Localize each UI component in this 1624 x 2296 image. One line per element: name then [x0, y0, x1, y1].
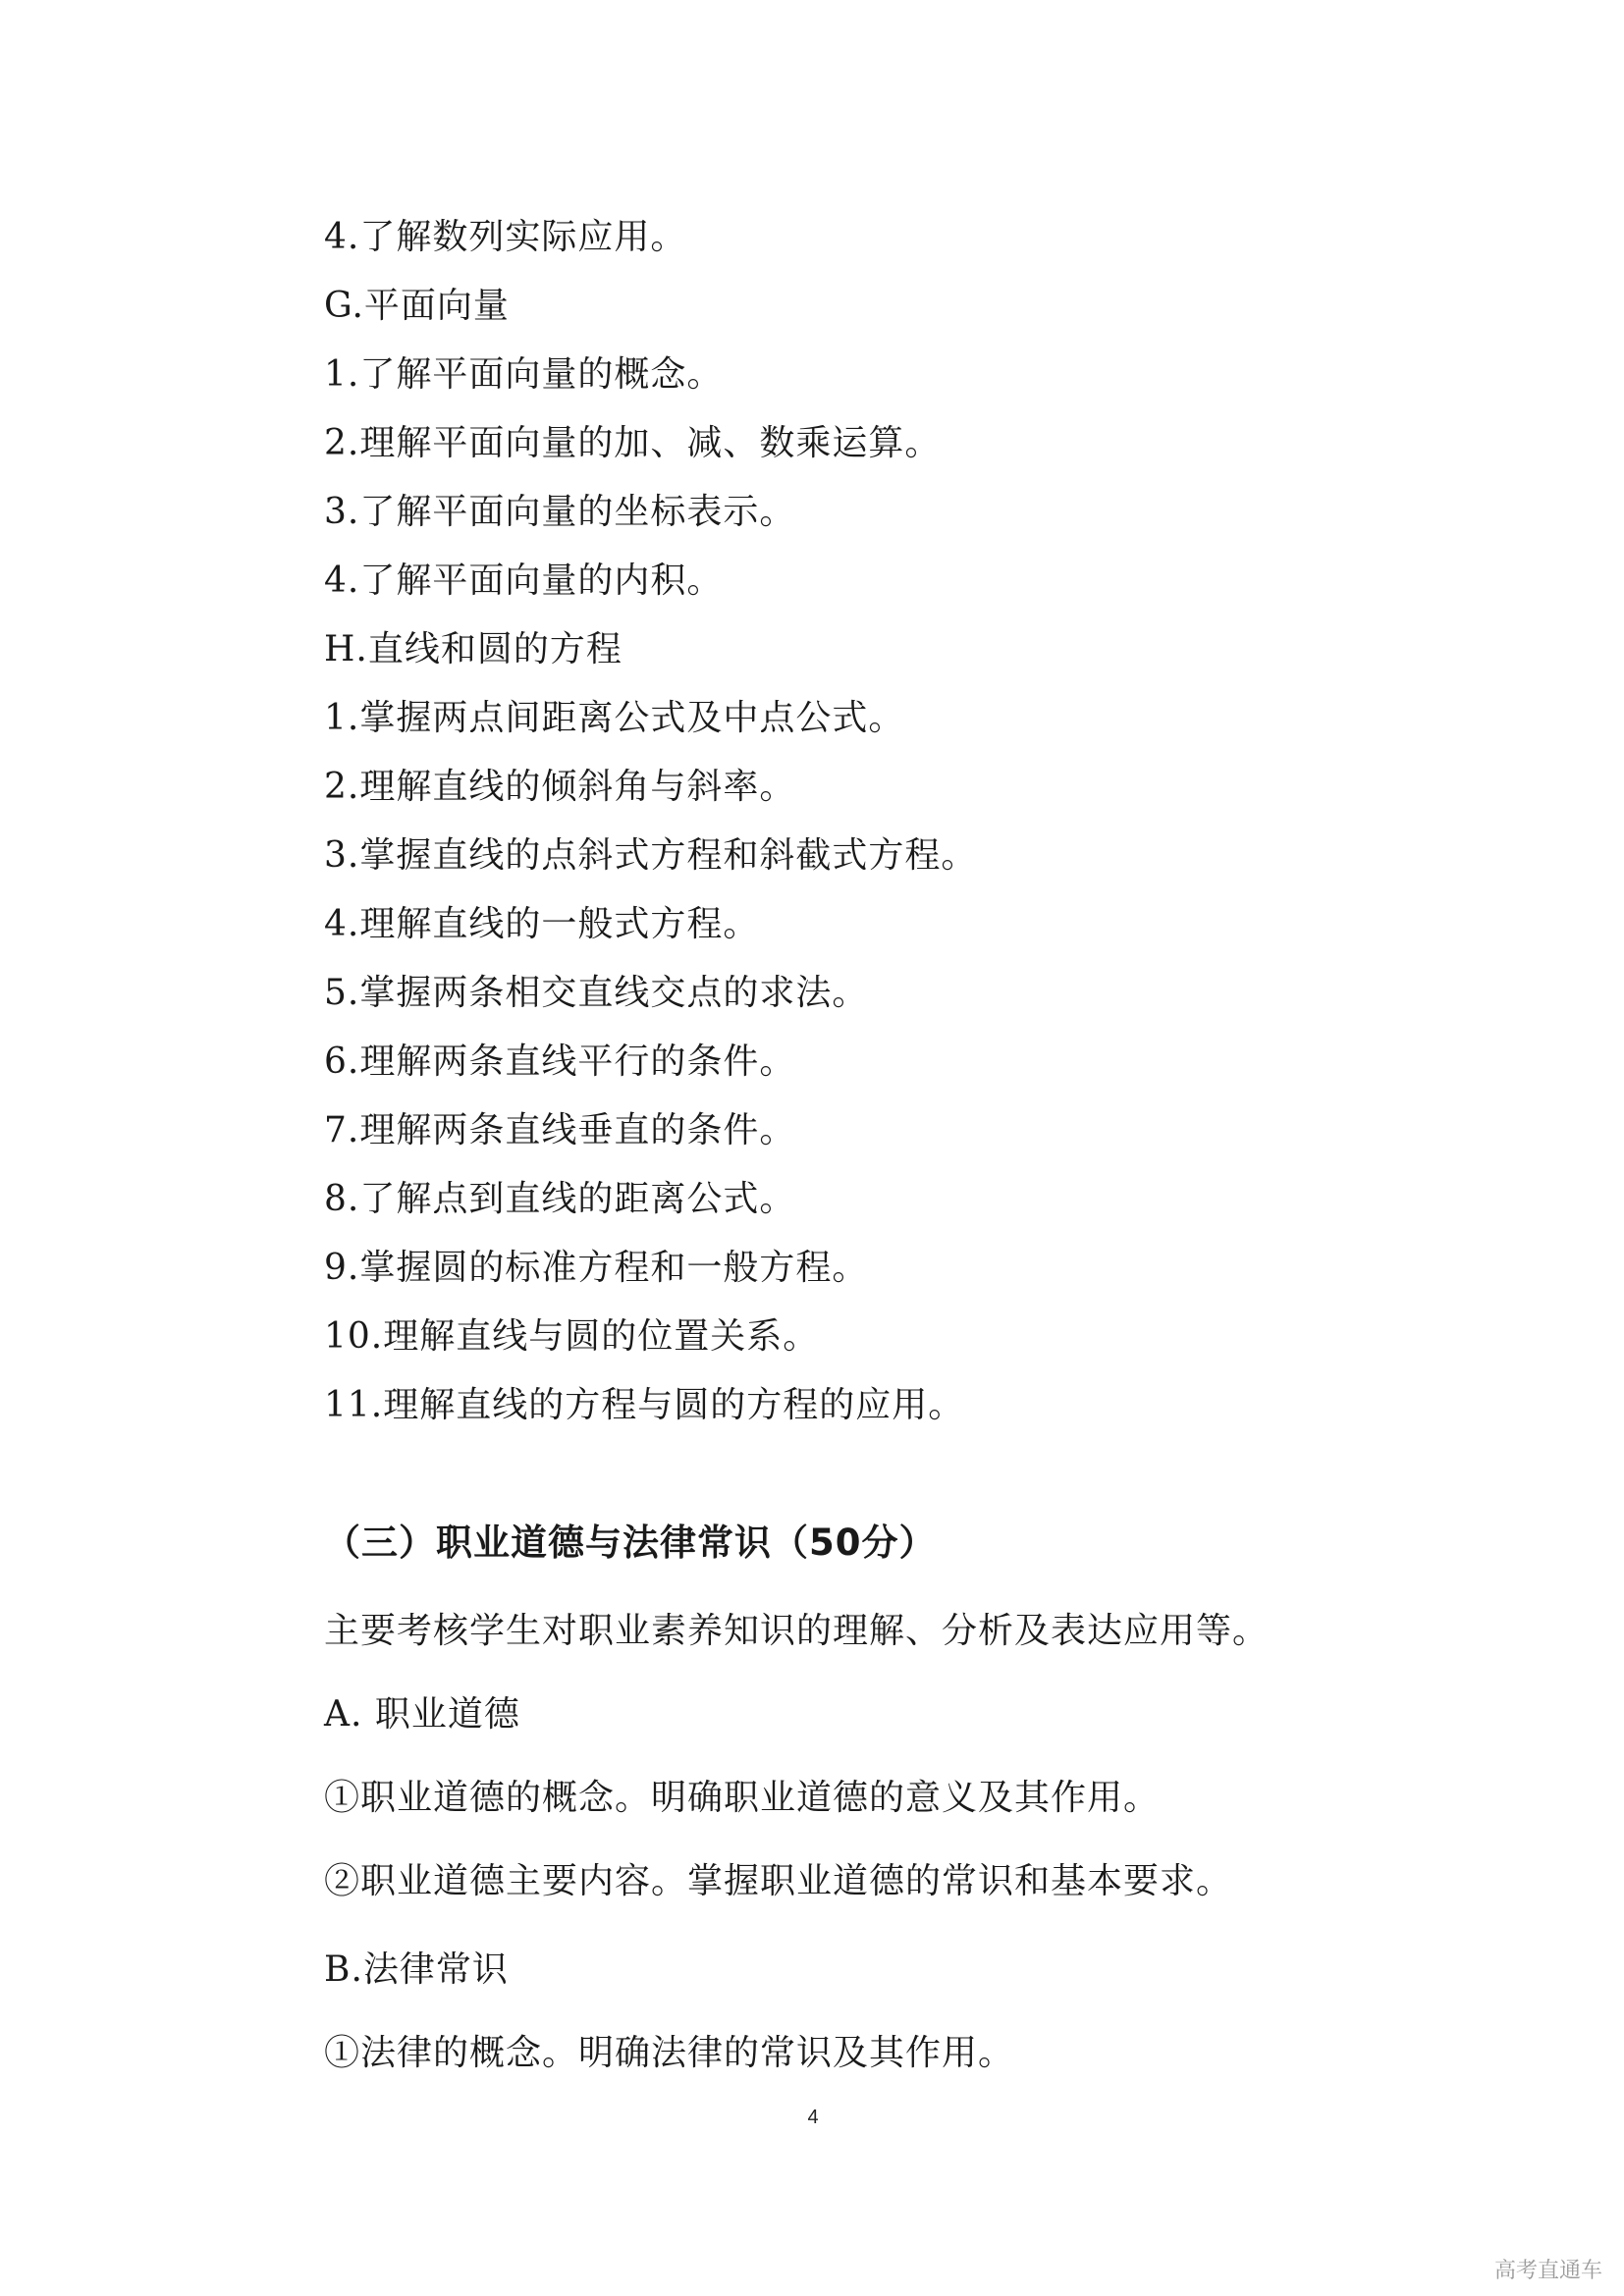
- watermark: 高考直通车: [1493, 2259, 1602, 2283]
- list-item: 8.了解点到直线的距离公式。: [324, 1179, 796, 1219]
- subsection-title: A. 职业道德: [324, 1694, 520, 1735]
- list-item: 3.掌握直线的点斜式方程和斜截式方程。: [324, 835, 978, 876]
- subsection-title: G.平面向量: [324, 286, 510, 326]
- list-item: 1.掌握两点间距离公式及中点公式。: [324, 698, 905, 738]
- list-item: 4.理解直线的一般式方程。: [324, 904, 760, 944]
- list-item: 2.理解平面向量的加、减、数乘运算。: [324, 423, 942, 463]
- list-item: 6.理解两条直线平行的条件。: [324, 1041, 796, 1082]
- list-item: 3.了解平面向量的坐标表示。: [324, 492, 796, 532]
- section-intro: 主要考核学生对职业素养知识的理解、分析及表达应用等。: [324, 1611, 1270, 1651]
- subsection-title: B.法律常识: [324, 1949, 509, 1990]
- list-item: 5.掌握两条相交直线交点的求法。: [324, 973, 869, 1013]
- list-item: 7.理解两条直线垂直的条件。: [324, 1110, 796, 1150]
- page-number: 4: [807, 2107, 819, 2128]
- list-item: ①法律的概念。明确法律的常识及其作用。: [324, 2033, 1015, 2073]
- list-item: 4.了解数列实际应用。: [324, 217, 687, 257]
- section-heading: （三）职业道德与法律常识（50分）: [324, 1522, 937, 1564]
- list-item: 11.理解直线的方程与圆的方程的应用。: [324, 1385, 965, 1425]
- list-item: 4.了解平面向量的内积。: [324, 561, 724, 601]
- list-item: 10.理解直线与圆的位置关系。: [324, 1316, 820, 1357]
- list-item: 9.掌握圆的标准方程和一般方程。: [324, 1248, 869, 1288]
- subsection-title: H.直线和圆的方程: [324, 629, 623, 669]
- list-item: 1.了解平面向量的概念。: [324, 354, 724, 395]
- list-item: ②职业道德主要内容。掌握职业道德的常识和基本要求。: [324, 1861, 1233, 1901]
- list-item: ①职业道德的概念。明确职业道德的意义及其作用。: [324, 1778, 1161, 1818]
- list-item: 2.理解直线的倾斜角与斜率。: [324, 767, 796, 807]
